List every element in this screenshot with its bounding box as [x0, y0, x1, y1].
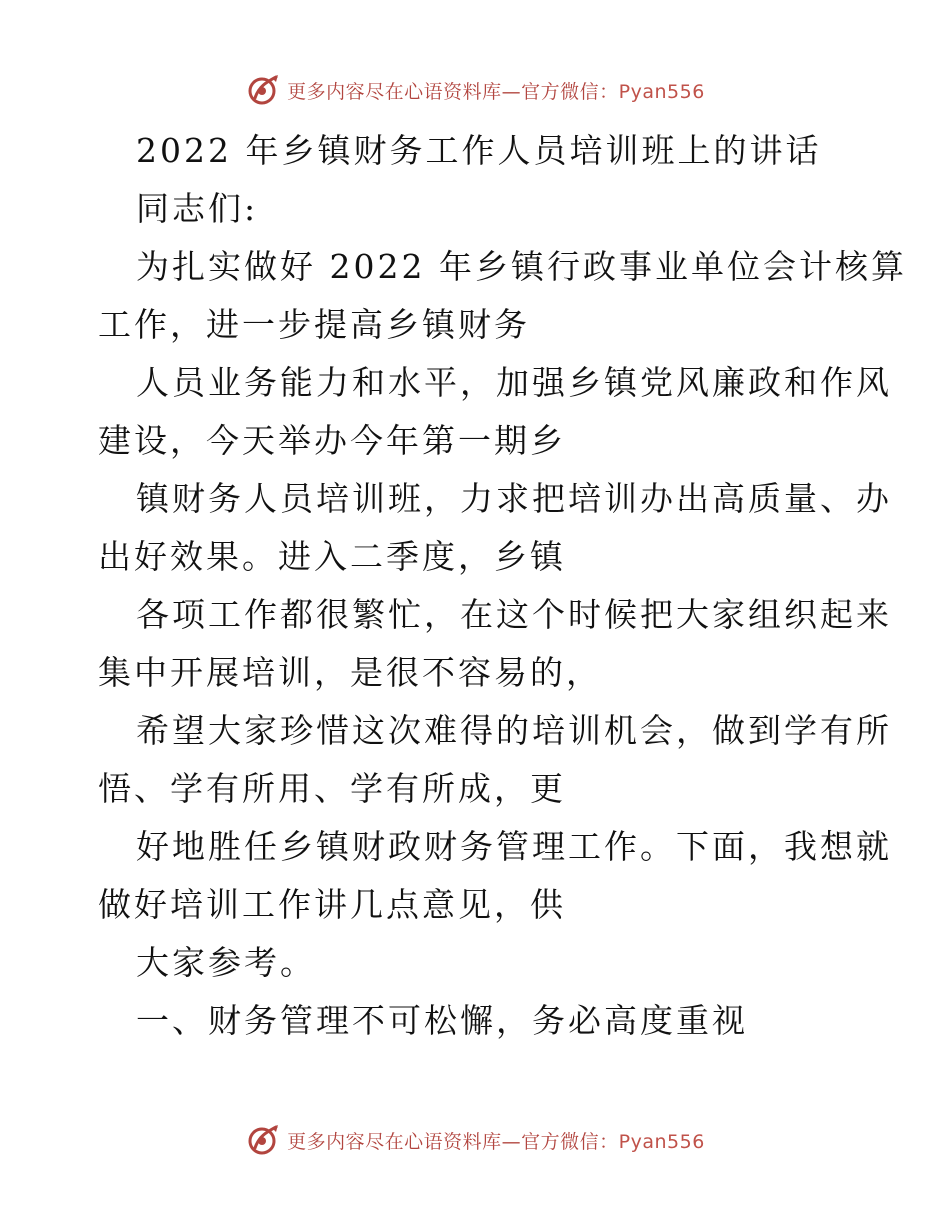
text-line: 好地胜任乡镇财政财务管理工作。下面，我想就 — [136, 827, 892, 866]
text-line: 做好培训工作讲几点意见，供 — [98, 885, 566, 924]
text-line: 镇财务人员培训班，力求把培训办出高质量、办 — [136, 479, 892, 518]
footer-watermark-banner — [0, 1120, 950, 1160]
text-line: 大家参考。 — [136, 943, 316, 982]
watermark-account: Pyan556 — [618, 80, 705, 103]
text-line: 集中开展培训，是很不容易的， — [98, 653, 602, 692]
document-title: 2022 年乡镇财务工作人员培训班上的讲话 — [136, 131, 822, 170]
text-line: 希望大家珍惜这次难得的培训机会，做到学有所 — [136, 711, 892, 750]
watermark-text: 更多内容尽在心语资料库—官方微信：Pyan556 — [287, 1130, 705, 1153]
text-line: 工作，进一步提高乡镇财务 — [98, 305, 530, 344]
pen-swirl-icon — [245, 1122, 281, 1158]
section-heading: 一、财务管理不可松懈，务必高度重视 — [136, 1001, 748, 1040]
document-body — [98, 122, 907, 1050]
text-line: 悟、学有所用、学有所成，更 — [98, 769, 566, 808]
header-watermark-banner — [0, 70, 950, 110]
text-line: 各项工作都很繁忙，在这个时候把大家组织起来 — [136, 595, 892, 634]
watermark-account: Pyan556 — [618, 1130, 705, 1153]
watermark-text: 更多内容尽在心语资料库—官方微信：Pyan556 — [287, 80, 705, 103]
text-line: 为扎实做好 2022 年乡镇行政事业单位会计核算 — [136, 247, 907, 286]
text-line: 出好效果。进入二季度，乡镇 — [98, 537, 566, 576]
salutation: 同志们: — [136, 189, 259, 228]
text-line: 建设，今天举办今年第一期乡 — [98, 421, 566, 460]
pen-swirl-icon — [245, 72, 281, 108]
text-line: 人员业务能力和水平，加强乡镇党风廉政和作风 — [136, 363, 892, 402]
